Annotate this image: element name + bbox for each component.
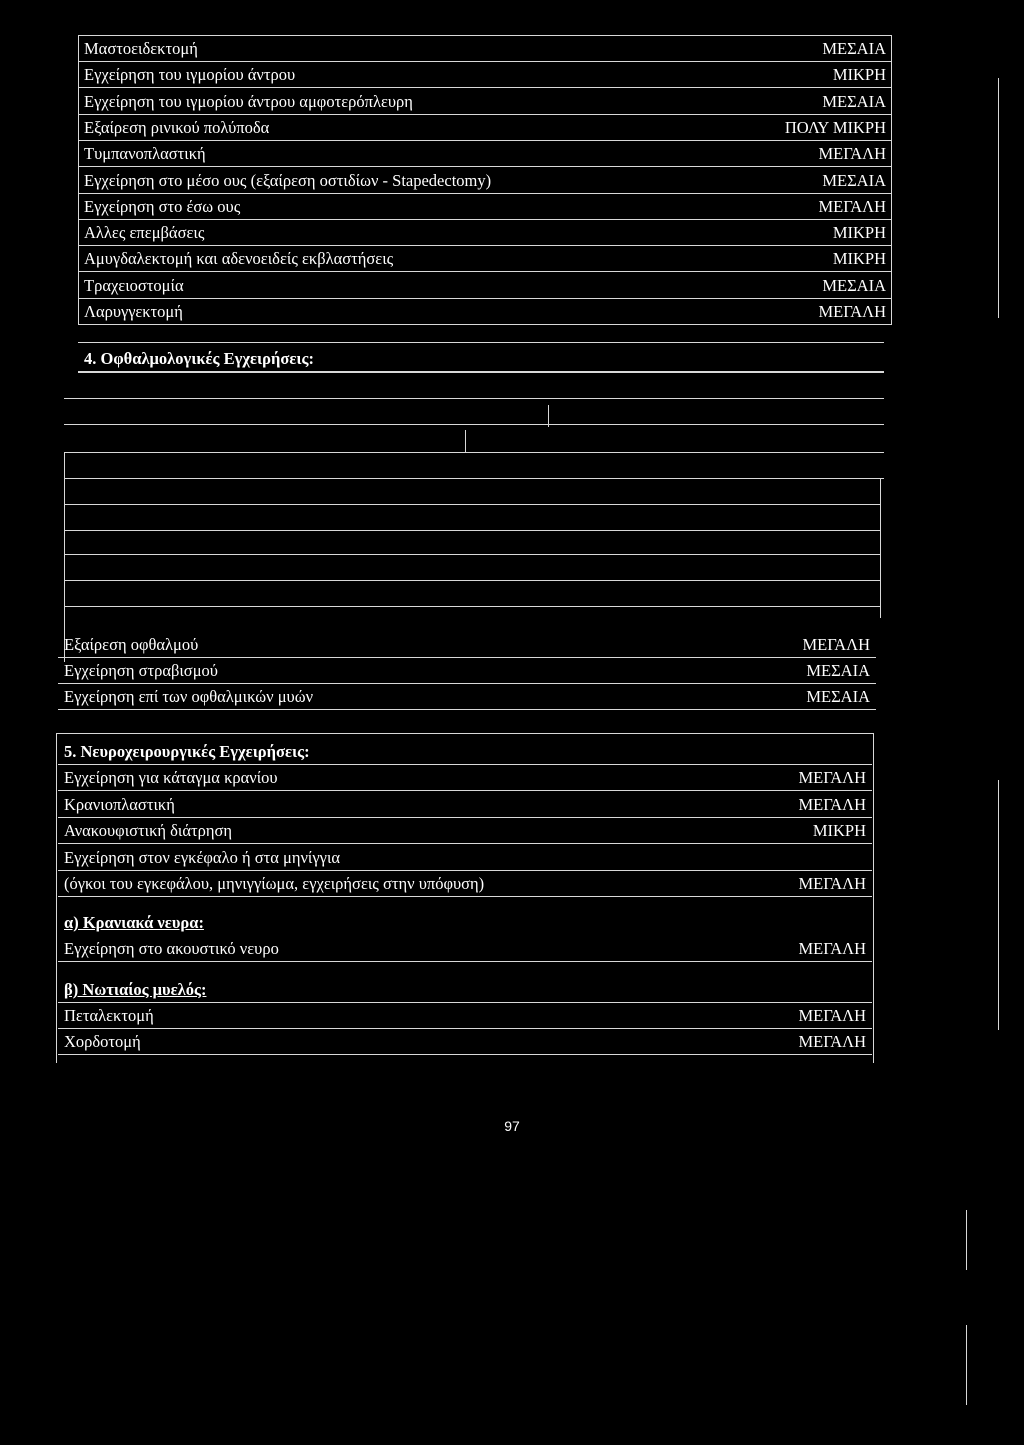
ent-row [78, 273, 892, 299]
procedure-name: Κρανιοπλαστική [64, 794, 175, 814]
severity-value: ΜΙΚΡΗ [832, 65, 886, 85]
margin-line [998, 780, 999, 1030]
procedure-name: Ανακουφιστική διάτρηση [64, 821, 233, 840]
procedure-name: Πεταλεκτομή [64, 1006, 154, 1025]
severity-value: ΜΕΣΑΙΑ [822, 275, 886, 295]
ent-row [78, 141, 892, 167]
severity-value: ΜΕΓΑΛΗ [798, 794, 866, 814]
severity-value: ΜΕΣΑΙΑ [806, 687, 870, 706]
severity-value: ΜΕΓΑΛΗ [818, 144, 886, 164]
divider [56, 733, 874, 734]
severity-value: ΜΙΚΡΗ [832, 223, 886, 243]
procedure-name: Τυμπανοπλαστική [84, 144, 206, 164]
eye-row [58, 684, 876, 710]
procedure-name: (όγκοι του εγκεφάλου, μηνιγγίωμα, εγχειρήσεις στην υπόφυση) [64, 874, 485, 893]
procedure-name: Εγχείρηση του ιγμορίου άντρου [84, 65, 296, 85]
ent-row [78, 36, 892, 62]
neuro-row [58, 871, 872, 897]
cranial-heading-text: α) Κρανιακά νευρα: [64, 913, 204, 932]
spinal-heading-text: β) Νωτιαίος μυελός: [64, 980, 207, 999]
spinal-heading [58, 977, 872, 1003]
procedure-name: Τραχειοστομία [84, 275, 184, 295]
divider [78, 342, 884, 343]
procedure-name: Εγχείρηση για κάταγμα κρανίου [64, 768, 278, 787]
neuro-row [58, 845, 872, 871]
severity-value: ΜΕΓΑΛΗ [798, 939, 866, 958]
procedure-name: Αμυγδαλεκτομή και αδενοειδείς εκβλαστήσεις [84, 249, 394, 269]
procedure-name: Χορδοτομή [64, 1032, 141, 1051]
severity-value: ΜΕΓΑΛΗ [798, 1006, 866, 1025]
eye-section-heading-text: 4. Οφθαλμολογικές Εγχειρήσεις: [84, 349, 314, 368]
ent-row [78, 220, 892, 246]
procedure-name: Λαρυγγεκτομή [84, 302, 183, 321]
eye-row [58, 658, 876, 684]
severity-value: ΜΕΓΑΛΗ [798, 874, 866, 893]
procedure-name: Εξαίρεση ρινικού πολύποδα [84, 117, 270, 137]
ent-row [78, 246, 892, 272]
severity-value: ΠΟΛΥ ΜΙΚΡΗ [784, 117, 886, 137]
spinal-row [58, 1029, 872, 1055]
severity-value: ΜΕΣΑΙΑ [822, 91, 886, 111]
spinal-row [58, 1003, 872, 1029]
severity-value: ΜΙΚΡΗ [812, 821, 866, 840]
eye-section-heading [78, 346, 884, 372]
neuro-section-heading [58, 739, 872, 765]
eye-row [58, 632, 876, 658]
cranial-row [58, 936, 872, 962]
neuro-row [58, 765, 872, 791]
ent-row [78, 194, 892, 220]
procedure-name: Μαστοειδεκτομή [84, 39, 198, 58]
procedure-name: Εγχείρηση στο μέσο ους (εξαίρεση οστιδίων - Stapedectomy) [84, 170, 492, 190]
procedure-name: Εγχείρηση στραβισμού [64, 661, 218, 680]
procedure-name: Εγχείρηση στον εγκέφαλο ή στα μηνίγγια [64, 847, 341, 867]
margin-line [998, 78, 999, 318]
cranial-heading [58, 910, 872, 936]
severity-value: ΜΙΚΡΗ [832, 249, 886, 269]
procedure-name: Εγχείρηση στο ακουστικό νευρο [64, 939, 279, 958]
severity-value: ΜΕΓΑΛΗ [818, 302, 886, 321]
procedure-name: Εγχείρηση στο έσω ους [84, 196, 241, 216]
neuro-row [58, 792, 872, 818]
neuro-section-heading-text: 5. Νευροχειρουργικές Εγχειρήσεις: [64, 742, 310, 761]
severity-value: ΜΕΓΑΛΗ [802, 635, 870, 654]
procedure-name: Αλλες επεμβάσεις [84, 223, 205, 243]
severity-value: ΜΕΣΑΙΑ [806, 661, 870, 680]
neuro-row [58, 818, 872, 844]
ent-row [78, 62, 892, 88]
severity-value: ΜΕΓΑΛΗ [798, 1032, 866, 1051]
severity-value: ΜΕΓΑΛΗ [818, 196, 886, 216]
ent-row [78, 89, 892, 115]
ent-row [78, 115, 892, 141]
page-number: 97 [504, 1118, 520, 1134]
severity-value: ΜΕΣΑΙΑ [822, 39, 886, 58]
procedure-name: Εξαίρεση οφθαλμού [64, 635, 199, 654]
procedure-name: Εγχείρηση επί των οφθαλμικών μυών [64, 687, 314, 706]
margin-line [966, 1325, 967, 1405]
severity-value: ΜΕΓΑΛΗ [798, 768, 866, 787]
procedure-name: Εγχείρηση του ιγμορίου άντρου αμφοτερόπλευρη [84, 91, 413, 111]
severity-value: ΜΕΣΑΙΑ [822, 170, 886, 190]
ent-row [78, 168, 892, 194]
margin-line [966, 1210, 967, 1270]
ent-row [78, 299, 892, 325]
